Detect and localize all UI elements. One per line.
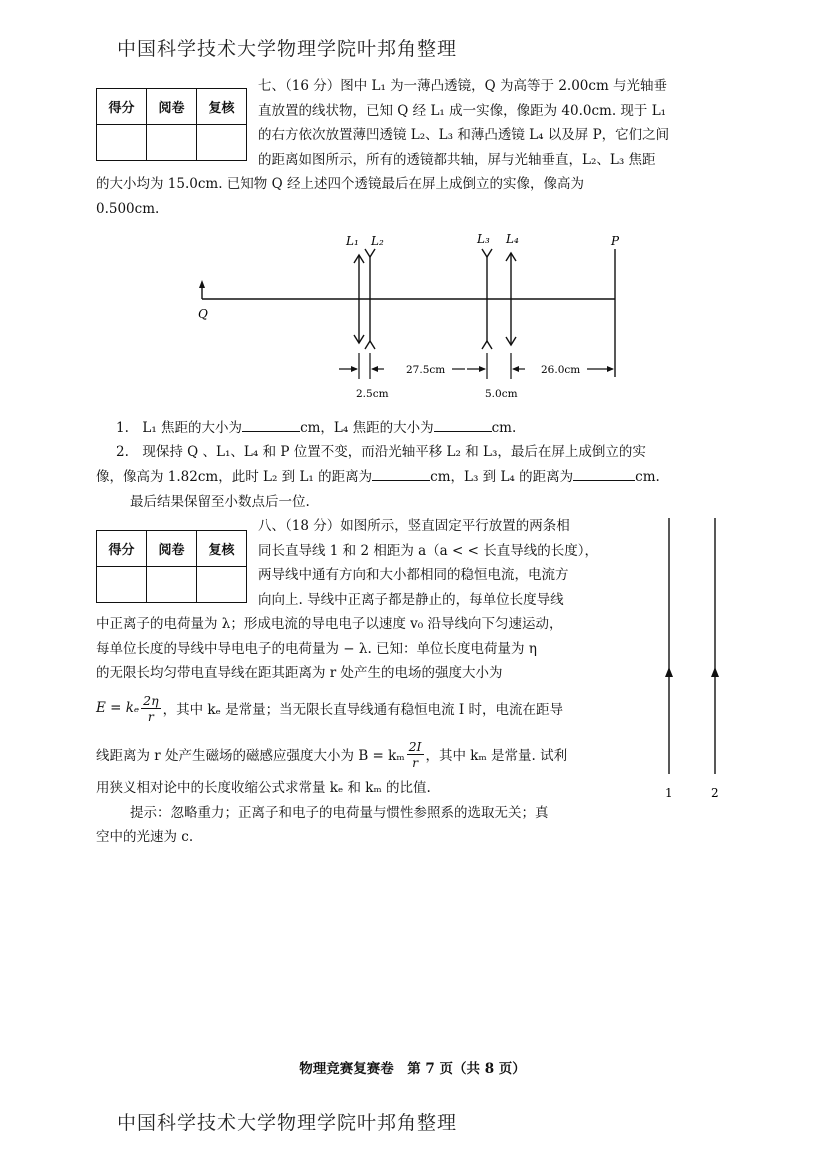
q7-line: 的大小均为 15.0cm. 已知物 Q 经上述四个透镜最后在屏上成倒立的实像，像高为 (96, 176, 584, 192)
q7-sub2-line2: 像，像高为 1.82cm，此时 L₂ 到 L₁ 的距离为 cm，L₃ 到 L₄ 的距离为 cm. (96, 469, 660, 485)
q8-B-formula-line: 线距离为 r 处产生磁场的磁感应强度大小为 B = kₘ 2I r ，其中 kₘ 是常量. 试利 (96, 738, 568, 770)
label-5.0cm: 5.0cm (485, 388, 518, 400)
q8-intro-wrapped (258, 514, 638, 612)
fraction-2eta-r: 2η r (143, 692, 159, 724)
q7-sub2-line1: 2. 现保持 Q 、L₁、L₄ 和 P 位置不变，而沿光轴平移 L₂ 和 L₃，最后在屏上成倒立的实 (116, 444, 646, 460)
score-header-review: 阅卷 (147, 89, 197, 125)
answer-blank[interactable] (573, 480, 635, 481)
score-header-score: 得分 (97, 89, 147, 125)
score-header-score: 得分 (97, 531, 147, 567)
score-header-check: 复核 (197, 531, 247, 567)
label-27.5cm: 27.5cm (406, 364, 446, 376)
q7-sub1: 1. L₁ 焦距的大小为 cm，L₄ 焦距的大小为 cm. (116, 420, 517, 436)
q8-line: 用狭义相对论中的长度收缩公式求常量 kₑ 和 kₘ 的比值. (96, 780, 431, 796)
wire-2-current-arrow (711, 667, 719, 677)
q8-hint: 提示：忽略重力；正离子和电子的电荷量与惯性参照系的选取无关；真 (130, 804, 549, 821)
answer-blank[interactable] (434, 431, 492, 432)
q8-E-formula-line: E = kₑ 2η r ，其中 kₑ 是常量；当无限长直导线通有稳恒电流 I 时，电流在距导 (96, 692, 564, 724)
q8-body (96, 612, 638, 686)
label-2.5cm: 2.5cm (356, 388, 389, 400)
lens-diagram (180, 225, 640, 405)
footer-title: 中国科学技术大学物理学院叶邦角整理 (117, 1112, 458, 1134)
q8-line: 中正离子的电荷量为 λ；形成电流的导电电子以速度 v₀ 沿导线向下匀速运动， (96, 616, 563, 632)
score-header-check: 复核 (197, 89, 247, 125)
q7-line: 直放置的线状物，已知 Q 经 L₁ 成一实像，像距为 40.0cm. 现于 L₁ (258, 102, 667, 119)
label-L4: L₄ (506, 232, 519, 246)
page-footer: 物理竞赛复赛卷 第 7 页（共 8 页） (299, 1061, 526, 1077)
label-26.0cm: 26.0cm (541, 364, 581, 376)
score-header-review: 阅卷 (147, 531, 197, 567)
score-box-q7 (96, 88, 247, 161)
q8-tail (96, 776, 638, 850)
answer-blank[interactable] (242, 431, 300, 432)
label-P: P (611, 234, 620, 248)
label-wire-1: 1 (665, 786, 673, 800)
wires-diagram (655, 512, 745, 807)
q7-line: 0.500cm. (96, 200, 160, 217)
q7-line: 七、（16 分）图中 L₁ 为一薄凸透镜，Q 为高等于 2.00cm 与光轴垂 (258, 78, 668, 94)
q7-line: 的距离如图所示，所有的透镜都共轴，屏与光轴垂直，L₂、L₃ 焦距 (258, 151, 656, 168)
q8-hint: 空中的光速为 c. (96, 829, 194, 845)
wire-1-current-arrow (665, 667, 673, 677)
q7-intro-wrapped (258, 74, 728, 172)
fraction-2I-r: 2I r (408, 738, 422, 770)
q8-line: 两导线中通有方向和大小都相同的稳恒电流，电流方 (258, 567, 569, 583)
q8-line: 向向上. 导线中正离子都是静止的，每单位长度导线 (258, 591, 564, 608)
q7-note: 最后结果保留至小数点后一位. (130, 494, 310, 510)
q8-line: 每单位长度的导线中导电电子的电荷量为 − λ. 已知：单位长度电荷量为 η (96, 640, 537, 657)
header-title: 中国科学技术大学物理学院叶邦角整理 (117, 38, 458, 60)
label-L3: L₃ (477, 232, 490, 246)
label-L1: L₁ (346, 234, 359, 248)
label-Q: Q (198, 307, 208, 321)
q7-intro-full (96, 172, 728, 221)
q7-line: 的右方依次放置薄凹透镜 L₂、L₃ 和薄凸透镜 L₄ 以及屏 P，它们之间 (258, 127, 670, 143)
q8-line: 八、（18 分）如图所示，竖直固定平行放置的两条相 (258, 518, 570, 534)
q8-line: 同长直导线 1 和 2 相距为 a（a < < 长直导线的长度）， (258, 542, 598, 559)
q8-line: 的无限长均匀带电直导线在距其距离为 r 处产生的电场的强度大小为 (96, 665, 503, 681)
label-wire-2: 2 (711, 786, 719, 800)
score-box-q8 (96, 530, 247, 603)
answer-blank[interactable] (372, 480, 430, 481)
label-L2: L₂ (371, 234, 384, 248)
